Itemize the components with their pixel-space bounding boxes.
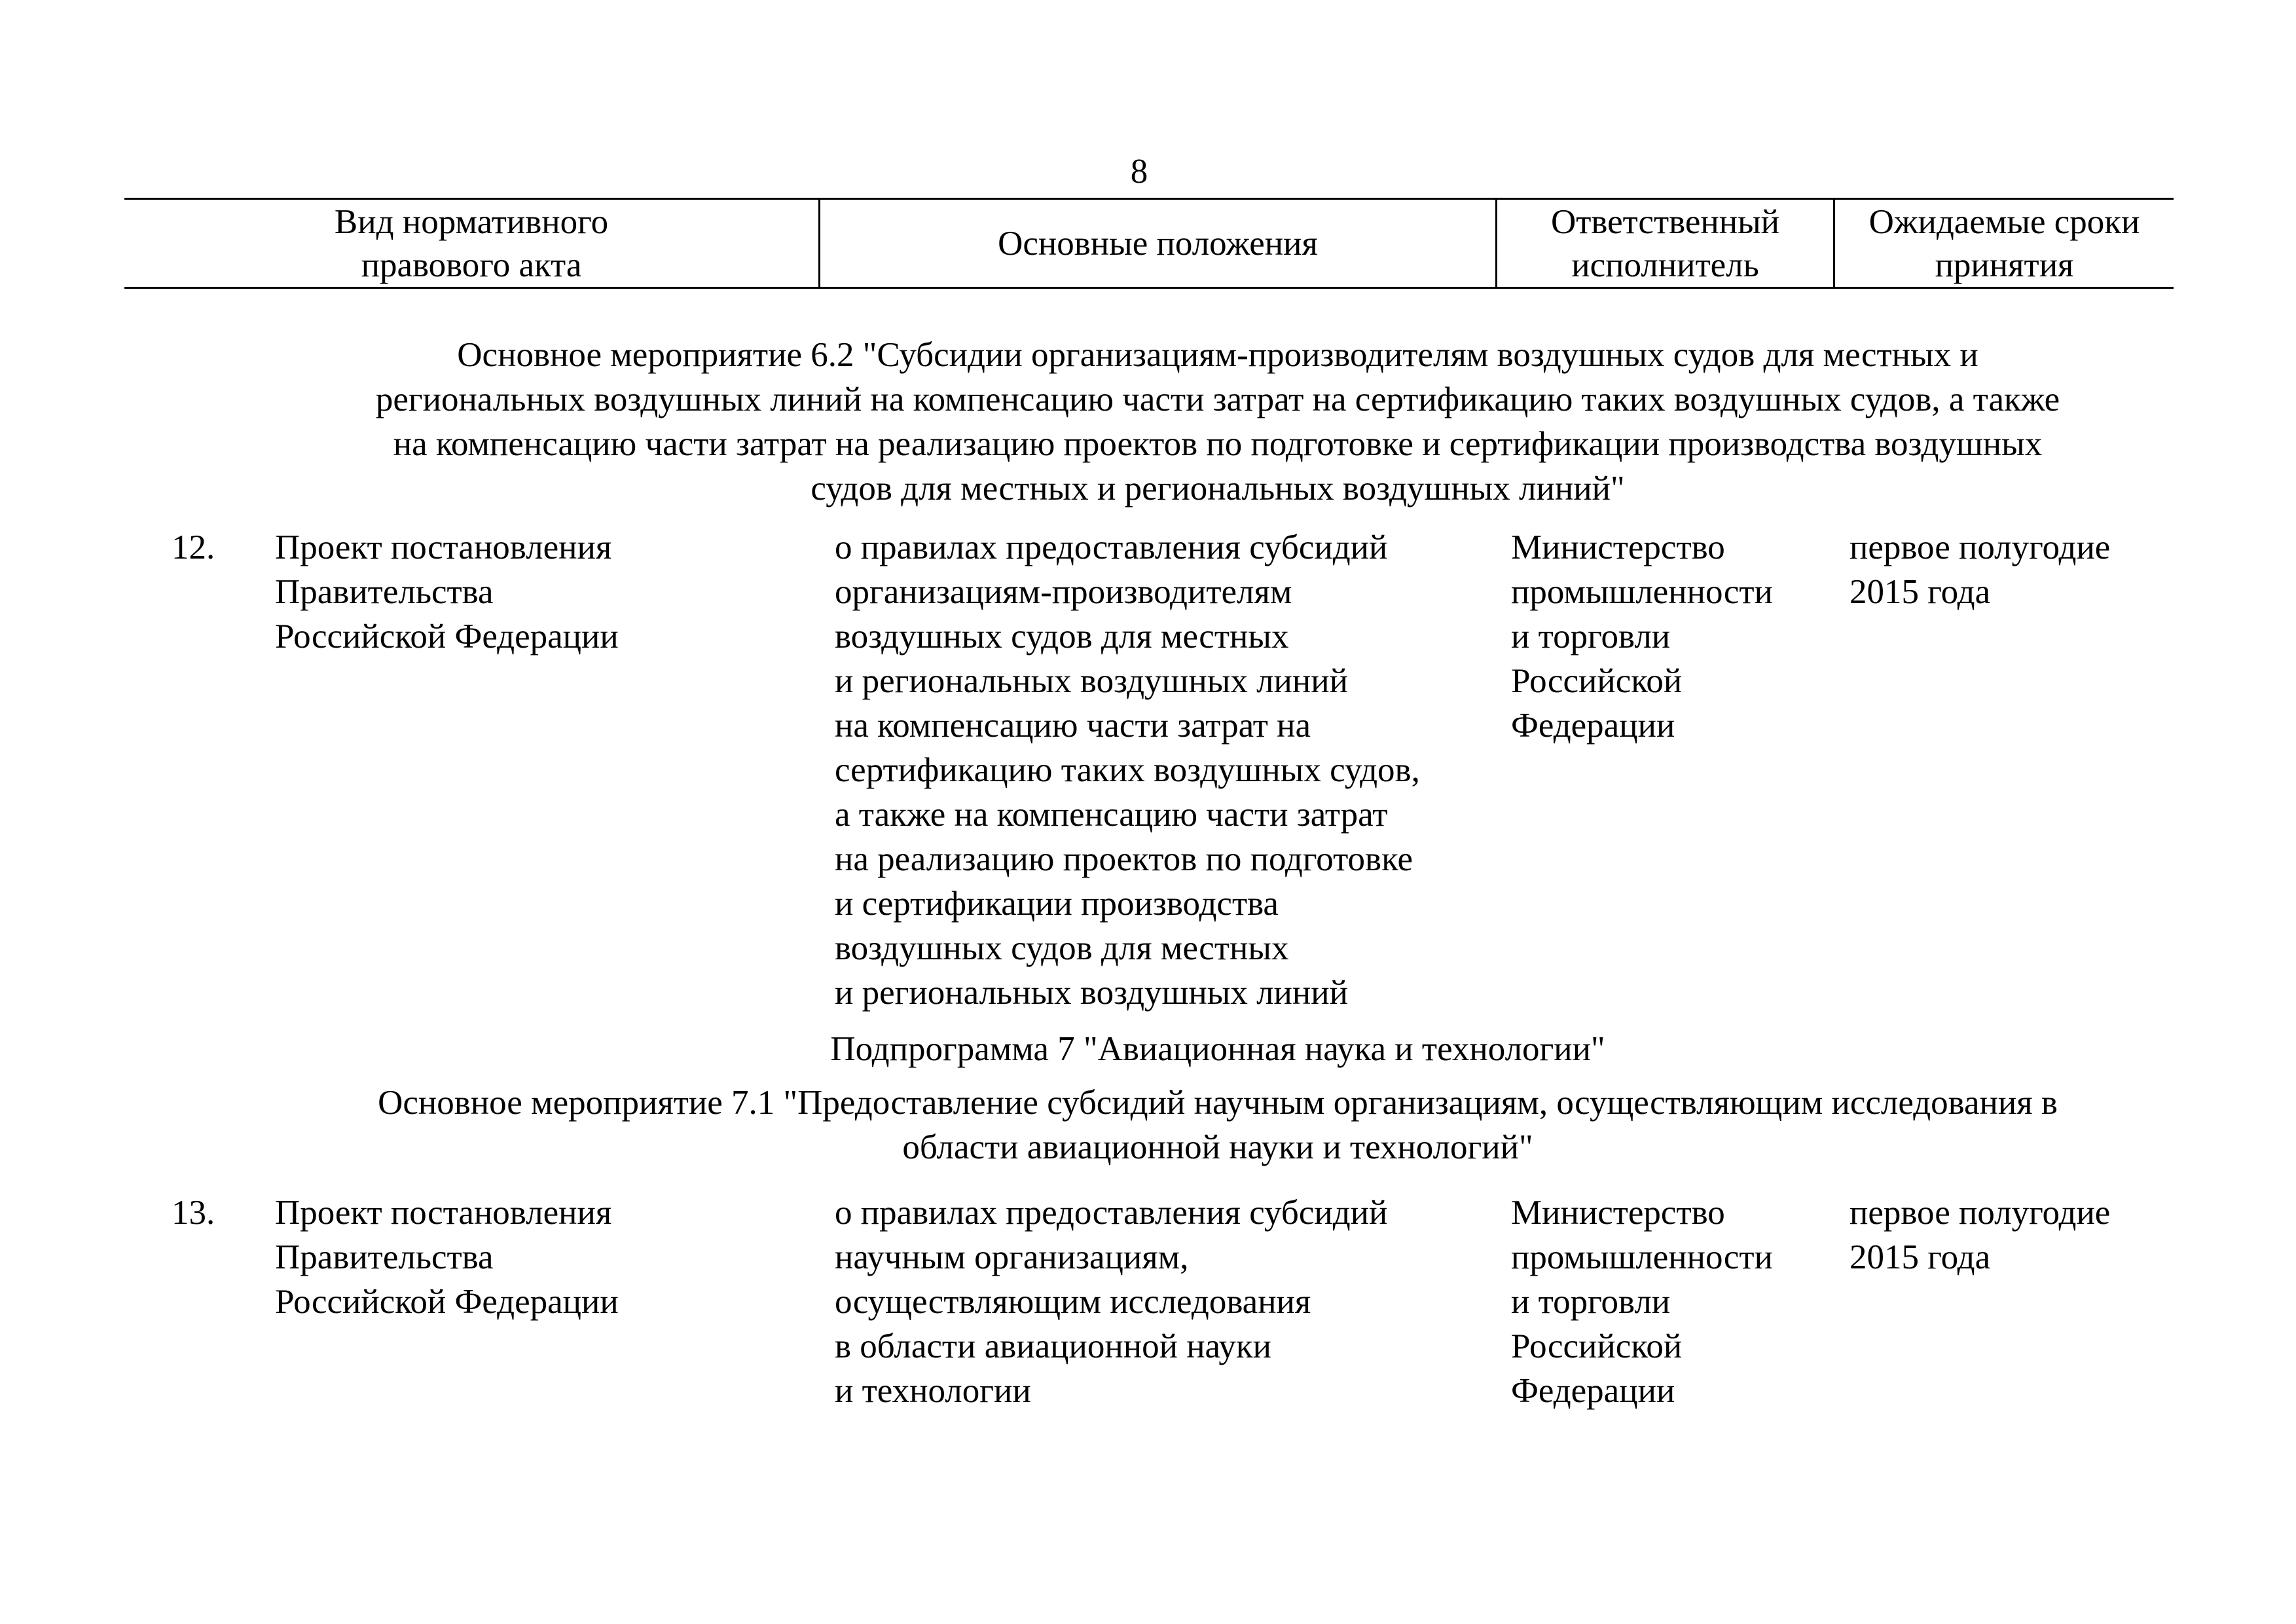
header-deadline-line: принятия bbox=[1935, 246, 2074, 284]
executor-line: и торговли bbox=[1511, 618, 1671, 655]
act-type-line: Проект постановления bbox=[275, 528, 612, 566]
section-6-2-heading bbox=[249, 333, 2187, 511]
section-7-1-heading bbox=[249, 1080, 2187, 1170]
executor-line: Российской bbox=[1511, 662, 1683, 700]
provisions-line: и сертификации производства bbox=[835, 885, 1279, 923]
deadline-line: 2015 года bbox=[1850, 573, 1991, 611]
provisions-line: воздушных судов для местных bbox=[835, 929, 1289, 967]
section-line: судов для местных и региональных воздушных линий" bbox=[811, 470, 1625, 507]
header-provisions bbox=[820, 222, 1495, 265]
header-executor-line: Ответственный bbox=[1550, 203, 1780, 241]
act-type-line: Правительства bbox=[275, 573, 494, 611]
section-line: Основное мероприятие 7.1 "Предоставление субсидий научным организациям, осуществляющим исследования в bbox=[378, 1084, 2058, 1122]
row-13-act-type bbox=[275, 1190, 619, 1324]
provisions-line: и региональных воздушных линий bbox=[835, 974, 1348, 1012]
header-executor bbox=[1497, 200, 1833, 287]
header-act-type-line: Вид нормативного bbox=[334, 203, 609, 241]
provisions-line: и региональных воздушных линий bbox=[835, 662, 1348, 700]
provisions-line: на компенсацию части затрат на bbox=[835, 707, 1311, 745]
row-12-deadline bbox=[1850, 525, 2110, 614]
row-13-number: 13. bbox=[172, 1194, 215, 1232]
deadline-line: первое полугодие bbox=[1850, 528, 2111, 566]
executor-line: промышленности bbox=[1511, 573, 1773, 611]
provisions-line: организациям-производителям bbox=[835, 573, 1292, 611]
header-bottom-rule bbox=[124, 287, 2174, 289]
executor-line: и торговли bbox=[1511, 1283, 1671, 1321]
act-type-line: Проект постановления bbox=[275, 1194, 612, 1232]
row-13-provisions bbox=[835, 1190, 1387, 1413]
page-number: 8 bbox=[1130, 153, 1148, 191]
header-act-type-line: правового акта bbox=[361, 246, 582, 284]
provisions-line: на реализацию проектов по подготовке bbox=[835, 840, 1413, 878]
provisions-line: в области авиационной науки bbox=[835, 1327, 1272, 1365]
subprogram-7-heading bbox=[249, 1027, 2187, 1071]
executor-line: промышленности bbox=[1511, 1238, 1773, 1276]
act-type-line: Правительства bbox=[275, 1238, 494, 1276]
provisions-line: сертификацию таких воздушных судов, bbox=[835, 751, 1420, 789]
executor-line: Министерство bbox=[1511, 528, 1725, 566]
row-12-number: 12. bbox=[172, 528, 215, 566]
provisions-line: и технологии bbox=[835, 1372, 1031, 1410]
header-executor-line: исполнитель bbox=[1571, 246, 1759, 284]
section-line: на компенсацию части затрат на реализацию проектов по подготовке и сертификации производства воздушных bbox=[393, 425, 2043, 463]
row-12-provisions bbox=[835, 525, 1420, 1015]
section-line: региональных воздушных линий на компенсацию части затрат на сертификацию таких воздушных судов, а также bbox=[375, 380, 2060, 418]
deadline-line: 2015 года bbox=[1850, 1238, 1991, 1276]
act-type-line: Российской Федерации bbox=[275, 1283, 619, 1321]
provisions-line: воздушных судов для местных bbox=[835, 618, 1289, 655]
provisions-line: а также на компенсацию части затрат bbox=[835, 796, 1388, 834]
section-line: области авиационной науки и технологий" bbox=[902, 1128, 1533, 1166]
subprogram-line: Подпрограмма 7 "Авиационная наука и технологии" bbox=[830, 1030, 1605, 1068]
executor-line: Министерство bbox=[1511, 1194, 1725, 1232]
section-line: Основное мероприятие 6.2 "Субсидии организациям-производителям воздушных судов для местных и bbox=[457, 336, 1978, 374]
row-13-executor bbox=[1511, 1190, 1773, 1413]
executor-line: Федерации bbox=[1511, 707, 1675, 745]
row-13-deadline bbox=[1850, 1190, 2110, 1280]
deadline-line: первое полугодие bbox=[1850, 1194, 2111, 1232]
header-top-rule bbox=[124, 198, 2174, 200]
row-12-act-type bbox=[275, 525, 619, 659]
header-deadline-line: Ожидаемые сроки bbox=[1868, 203, 2140, 241]
row-12-executor bbox=[1511, 525, 1773, 748]
provisions-line: научным организациям, bbox=[835, 1238, 1189, 1276]
provisions-line: о правилах предоставления субсидий bbox=[835, 1194, 1388, 1232]
provisions-line: осуществляющим исследования bbox=[835, 1283, 1311, 1321]
provisions-line: о правилах предоставления субсидий bbox=[835, 528, 1388, 566]
executor-line: Федерации bbox=[1511, 1372, 1675, 1410]
header-deadline bbox=[1835, 200, 2174, 287]
header-act-type bbox=[124, 200, 818, 287]
act-type-line: Российской Федерации bbox=[275, 618, 619, 655]
executor-line: Российской bbox=[1511, 1327, 1683, 1365]
header-provisions-line: Основные положения bbox=[998, 225, 1318, 263]
